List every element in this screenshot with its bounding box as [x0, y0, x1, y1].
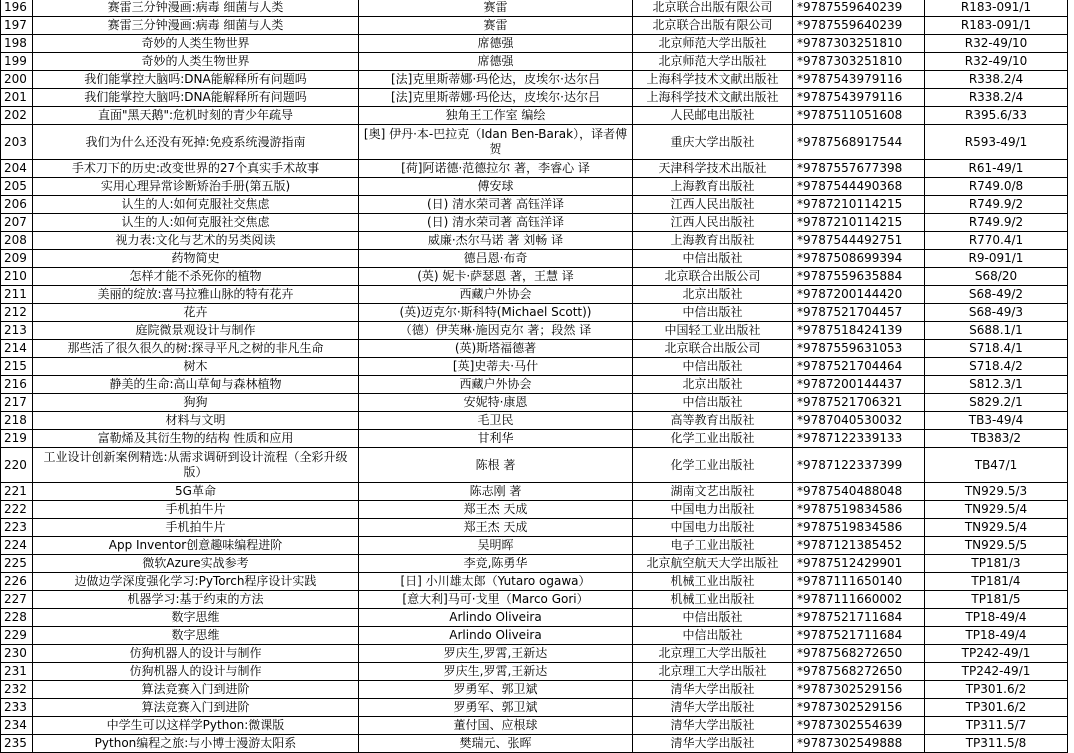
- book-title: 药物简史: [33, 250, 359, 268]
- book-publisher: 清华大学出版社: [633, 681, 793, 699]
- book-publisher: 北京联合出版有限公司: [633, 0, 793, 17]
- book-publisher: 人民邮电出版社: [633, 107, 793, 125]
- book-author: 陈志刚 著: [359, 483, 633, 501]
- table-row: [1, 17, 1068, 35]
- row-number: 216: [1, 376, 33, 394]
- row-number: 221: [1, 483, 33, 501]
- book-publisher: 江西人民出版社: [633, 196, 793, 214]
- table-row: [1, 699, 1068, 717]
- book-isbn: *9787521706321: [793, 394, 925, 412]
- book-publisher: 北京联合出版公司: [633, 340, 793, 358]
- book-publisher: 湖南文艺出版社: [633, 483, 793, 501]
- book-title: 那些活了很久很久的树:探寻平凡之树的非凡生命: [33, 340, 359, 358]
- book-author: 赛雷: [359, 17, 633, 35]
- book-publisher: 清华大学出版社: [633, 735, 793, 753]
- book-title: 赛雷三分钟漫画:病毒 细菌与人类: [33, 0, 359, 17]
- book-title: 认生的人:如何克服社交焦虑: [33, 214, 359, 232]
- book-publisher: 江西人民出版社: [633, 214, 793, 232]
- call-number: S68/20: [925, 268, 1068, 286]
- book-isbn: *9787518424139: [793, 322, 925, 340]
- call-number: TN929.5/3: [925, 483, 1068, 501]
- row-number: 223: [1, 519, 33, 537]
- table-row: [1, 107, 1068, 125]
- row-number: 225: [1, 555, 33, 573]
- call-number: TP242-49/1: [925, 663, 1068, 681]
- call-number: R749.9/2: [925, 214, 1068, 232]
- book-isbn: *9787302549888: [793, 735, 925, 753]
- call-number: TB383/2: [925, 430, 1068, 448]
- call-number: R770.4/1: [925, 232, 1068, 250]
- call-number: R338.2/4: [925, 71, 1068, 89]
- table-row: [1, 35, 1068, 53]
- row-number: 218: [1, 412, 33, 430]
- table-row: [1, 483, 1068, 501]
- row-number: 222: [1, 501, 33, 519]
- book-author: 傅安球: [359, 178, 633, 196]
- table-row: [1, 448, 1068, 483]
- book-isbn: *9787111660002: [793, 591, 925, 609]
- book-isbn: *9787559631053: [793, 340, 925, 358]
- book-title: 数字思维: [33, 609, 359, 627]
- book-title: 材料与文明: [33, 412, 359, 430]
- book-author: 陈根 著: [359, 448, 633, 483]
- book-publisher: 北京理工大学出版社: [633, 645, 793, 663]
- book-author: 罗勇军、郭卫斌: [359, 699, 633, 717]
- book-publisher: 清华大学出版社: [633, 699, 793, 717]
- row-number: 205: [1, 178, 33, 196]
- book-title: 静美的生命:高山草甸与森林植物: [33, 376, 359, 394]
- row-number: 231: [1, 663, 33, 681]
- book-isbn: *9787303251810: [793, 35, 925, 53]
- book-author: [荷]阿诺德·范德拉尔 著，李睿心 译: [359, 160, 633, 178]
- book-publisher: 机械工业出版社: [633, 573, 793, 591]
- book-publisher: 机械工业出版社: [633, 591, 793, 609]
- book-publisher: 中国电力出版社: [633, 501, 793, 519]
- row-number: 219: [1, 430, 33, 448]
- book-isbn: *9787543979116: [793, 71, 925, 89]
- book-title: 赛雷三分钟漫画:病毒 细菌与人类: [33, 17, 359, 35]
- book-isbn: *9787210114215: [793, 196, 925, 214]
- book-title: Python编程之旅:与小博士漫游太阳系: [33, 735, 359, 753]
- row-number: 232: [1, 681, 33, 699]
- table-row: [1, 645, 1068, 663]
- book-publisher: 上海教育出版社: [633, 232, 793, 250]
- book-author: Arlindo Oliveira: [359, 609, 633, 627]
- book-author: 樊瑞元、张晖: [359, 735, 633, 753]
- book-publisher: 中信出版社: [633, 358, 793, 376]
- call-number: S68-49/2: [925, 286, 1068, 304]
- row-number: 235: [1, 735, 33, 753]
- table-row: [1, 71, 1068, 89]
- book-author: 安妮特·康恩: [359, 394, 633, 412]
- book-author: 罗庆生,罗霄,王新达: [359, 663, 633, 681]
- table-row: [1, 519, 1068, 537]
- book-author: 赛雷: [359, 0, 633, 17]
- row-number: 207: [1, 214, 33, 232]
- book-title: 数字思维: [33, 627, 359, 645]
- book-title: 花卉: [33, 304, 359, 322]
- row-number: 233: [1, 699, 33, 717]
- book-publisher: 电子工业出版社: [633, 537, 793, 555]
- table-row: [1, 286, 1068, 304]
- book-publisher: 清华大学出版社: [633, 717, 793, 735]
- book-isbn: *9787210114215: [793, 214, 925, 232]
- table-row: [1, 609, 1068, 627]
- row-number: 227: [1, 591, 33, 609]
- book-title: 美丽的绽放:喜马拉雅山脉的特有花卉: [33, 286, 359, 304]
- book-title: 狗狗: [33, 394, 359, 412]
- book-author: 郑王杰 天成: [359, 519, 633, 537]
- table-row: [1, 304, 1068, 322]
- book-publisher: 上海教育出版社: [633, 178, 793, 196]
- call-number: R593-49/1: [925, 125, 1068, 160]
- book-title: 奇妙的人类生物世界: [33, 53, 359, 71]
- call-number: R183-091/1: [925, 0, 1068, 17]
- table-row: [1, 394, 1068, 412]
- book-publisher: 天津科学技术出版社: [633, 160, 793, 178]
- call-number: TP181/5: [925, 591, 1068, 609]
- book-author: 罗勇军、郭卫斌: [359, 681, 633, 699]
- book-author: 董付国、应根球: [359, 717, 633, 735]
- call-number: TB3-49/4: [925, 412, 1068, 430]
- table-row: [1, 178, 1068, 196]
- book-publisher: 北京联合出版有限公司: [633, 17, 793, 35]
- call-number: S718.4/2: [925, 358, 1068, 376]
- call-number: S812.3/1: [925, 376, 1068, 394]
- book-isbn: *9787122337399: [793, 448, 925, 483]
- book-publisher: 化学工业出版社: [633, 448, 793, 483]
- call-number: S829.2/1: [925, 394, 1068, 412]
- table-row: [1, 125, 1068, 160]
- table-row: [1, 573, 1068, 591]
- book-isbn: *9787540488048: [793, 483, 925, 501]
- book-publisher: 中国轻工业出版社: [633, 322, 793, 340]
- book-author: 郑王杰 天成: [359, 501, 633, 519]
- book-publisher: 北京出版社: [633, 376, 793, 394]
- table-body: [1, 0, 1068, 753]
- book-publisher: 中信出版社: [633, 394, 793, 412]
- call-number: TP181/3: [925, 555, 1068, 573]
- table-row: [1, 250, 1068, 268]
- book-author: Arlindo Oliveira: [359, 627, 633, 645]
- book-author: （德）伊芙琳·施因克尔 著；段然 译: [359, 322, 633, 340]
- book-publisher: 中信出版社: [633, 609, 793, 627]
- table-row: [1, 627, 1068, 645]
- book-publisher: 中信出版社: [633, 250, 793, 268]
- book-isbn: *9787200144437: [793, 376, 925, 394]
- call-number: TN929.5/4: [925, 501, 1068, 519]
- book-author: [意大利]马可·戈里（Marco Gori）: [359, 591, 633, 609]
- book-title: 富勒烯及其衍生物的结构 性质和应用: [33, 430, 359, 448]
- book-isbn: *9787568917544: [793, 125, 925, 160]
- table-row: [1, 53, 1068, 71]
- row-number: 234: [1, 717, 33, 735]
- book-isbn: *9787559640239: [793, 0, 925, 17]
- book-title: 算法竞赛入门到进阶: [33, 681, 359, 699]
- book-title: 我们为什么还没有死掉:免疫系统漫游指南: [33, 125, 359, 160]
- book-author: [法]克里斯蒂娜·玛伦达，皮埃尔·达尔吕: [359, 71, 633, 89]
- book-author: 毛卫民: [359, 412, 633, 430]
- row-number: 210: [1, 268, 33, 286]
- table-row: [1, 268, 1068, 286]
- book-author: 席德强: [359, 35, 633, 53]
- book-title: 怎样才能不杀死你的植物: [33, 268, 359, 286]
- book-title: 我们能掌控大脑吗:DNA能解释所有问题吗: [33, 71, 359, 89]
- call-number: TN929.5/5: [925, 537, 1068, 555]
- call-number: R61-49/1: [925, 160, 1068, 178]
- call-number: R395.6/33: [925, 107, 1068, 125]
- book-isbn: *9787559635884: [793, 268, 925, 286]
- book-title: 手机拍牛片: [33, 501, 359, 519]
- row-number: 214: [1, 340, 33, 358]
- book-publisher: 北京航空航天大学出版社: [633, 555, 793, 573]
- row-number: 196: [1, 0, 33, 17]
- book-publisher: 中信出版社: [633, 627, 793, 645]
- book-publisher: 北京师范大学出版社: [633, 53, 793, 71]
- row-number: 211: [1, 286, 33, 304]
- book-isbn: *9787559640239: [793, 17, 925, 35]
- book-publisher: 北京理工大学出版社: [633, 663, 793, 681]
- book-publisher: 上海科学技术文献出版社: [633, 89, 793, 107]
- call-number: R749.0/8: [925, 178, 1068, 196]
- book-publisher: 重庆大学出版社: [633, 125, 793, 160]
- row-number: 212: [1, 304, 33, 322]
- book-publisher: 高等教育出版社: [633, 412, 793, 430]
- book-title: App Inventor创意趣味编程进阶: [33, 537, 359, 555]
- row-number: 204: [1, 160, 33, 178]
- row-number: 201: [1, 89, 33, 107]
- book-author: 西藏户外协会: [359, 376, 633, 394]
- row-number: 217: [1, 394, 33, 412]
- book-title: 工业设计创新案例精选:从需求调研到设计流程（全彩升级版）: [33, 448, 359, 483]
- call-number: TB47/1: [925, 448, 1068, 483]
- book-isbn: *9787122339133: [793, 430, 925, 448]
- book-isbn: *9787302529156: [793, 681, 925, 699]
- book-publisher: 北京师范大学出版社: [633, 35, 793, 53]
- book-title: 树木: [33, 358, 359, 376]
- book-isbn: *9787303251810: [793, 53, 925, 71]
- table-row: [1, 663, 1068, 681]
- table-row: [1, 322, 1068, 340]
- book-author: 威廉·杰尔马诺 著 刘畅 译: [359, 232, 633, 250]
- book-author: 独角王工作室 编绘: [359, 107, 633, 125]
- call-number: TP311.5/8: [925, 735, 1068, 753]
- table-row: [1, 232, 1068, 250]
- call-number: R338.2/4: [925, 89, 1068, 107]
- book-isbn: *9787544492751: [793, 232, 925, 250]
- book-publisher: 北京出版社: [633, 286, 793, 304]
- row-number: 226: [1, 573, 33, 591]
- table-row: [1, 412, 1068, 430]
- call-number: TP18-49/4: [925, 627, 1068, 645]
- book-title: 实用心理异常诊断矫治手册(第五版): [33, 178, 359, 196]
- book-title: 微软Azure实战参考: [33, 555, 359, 573]
- table-row: [1, 555, 1068, 573]
- call-number: R32-49/10: [925, 35, 1068, 53]
- book-isbn: *9787200144420: [793, 286, 925, 304]
- row-number: 198: [1, 35, 33, 53]
- row-number: 200: [1, 71, 33, 89]
- book-author: 西藏户外协会: [359, 286, 633, 304]
- call-number: R183-091/1: [925, 17, 1068, 35]
- table-row: [1, 89, 1068, 107]
- row-number: 206: [1, 196, 33, 214]
- book-author: 李竞,陈勇华: [359, 555, 633, 573]
- book-author: [日] 小川雄太郎（Yutaro ogawa）: [359, 573, 633, 591]
- book-isbn: *9787521711684: [793, 609, 925, 627]
- book-title: 手机拍牛片: [33, 519, 359, 537]
- book-title: 庭院微景观设计与制作: [33, 322, 359, 340]
- book-isbn: *9787519834586: [793, 501, 925, 519]
- table-row: [1, 501, 1068, 519]
- book-title: 中学生可以这样学Python:微课版: [33, 717, 359, 735]
- book-author: [英]史蒂夫·马什: [359, 358, 633, 376]
- table-row: [1, 340, 1068, 358]
- row-number: 220: [1, 448, 33, 483]
- book-title: 手术刀下的历史:改变世界的27个真实手术故事: [33, 160, 359, 178]
- book-publisher: 中信出版社: [633, 304, 793, 322]
- book-isbn: *9787302554639: [793, 717, 925, 735]
- book-title: 仿狗机器人的设计与制作: [33, 645, 359, 663]
- row-number: 203: [1, 125, 33, 160]
- book-author: (日) 清水荣司著 高钰洋译: [359, 196, 633, 214]
- book-isbn: *9787519834586: [793, 519, 925, 537]
- call-number: R749.9/2: [925, 196, 1068, 214]
- call-number: R32-49/10: [925, 53, 1068, 71]
- row-number: 228: [1, 609, 33, 627]
- row-number: 197: [1, 17, 33, 35]
- table-row: [1, 717, 1068, 735]
- table-row: [1, 681, 1068, 699]
- table-row: [1, 591, 1068, 609]
- book-title: 算法竞赛入门到进阶: [33, 699, 359, 717]
- row-number: 229: [1, 627, 33, 645]
- table-row: [1, 430, 1068, 448]
- book-isbn: *9787302529156: [793, 699, 925, 717]
- book-isbn: *9787111650140: [793, 573, 925, 591]
- book-isbn: *9787512429901: [793, 555, 925, 573]
- book-isbn: *9787511051608: [793, 107, 925, 125]
- book-author: (日) 清水荣司著 高钰洋译: [359, 214, 633, 232]
- book-isbn: *9787121385452: [793, 537, 925, 555]
- call-number: S718.4/1: [925, 340, 1068, 358]
- book-isbn: *9787568272650: [793, 663, 925, 681]
- book-isbn: *9787508699394: [793, 250, 925, 268]
- row-number: 213: [1, 322, 33, 340]
- row-number: 208: [1, 232, 33, 250]
- call-number: S688.1/1: [925, 322, 1068, 340]
- book-publisher: 中国电力出版社: [633, 519, 793, 537]
- row-number: 224: [1, 537, 33, 555]
- table-row: [1, 376, 1068, 394]
- book-isbn: *9787544490368: [793, 178, 925, 196]
- book-title: 5G革命: [33, 483, 359, 501]
- table-row: [1, 214, 1068, 232]
- table-row: [1, 537, 1068, 555]
- book-title: 认生的人:如何克服社交焦虑: [33, 196, 359, 214]
- table-row: [1, 196, 1068, 214]
- book-author: 吴明晖: [359, 537, 633, 555]
- table-row: [1, 0, 1068, 17]
- book-isbn: *9787521704457: [793, 304, 925, 322]
- row-number: 199: [1, 53, 33, 71]
- book-isbn: *9787521704464: [793, 358, 925, 376]
- book-author: 甘利华: [359, 430, 633, 448]
- call-number: TP181/4: [925, 573, 1068, 591]
- book-author: [奥] 伊丹·本-巴拉克（Idan Ben-Barak），译者傅贺: [359, 125, 633, 160]
- table-row: [1, 358, 1068, 376]
- book-publisher: 化学工业出版社: [633, 430, 793, 448]
- call-number: TN929.5/4: [925, 519, 1068, 537]
- row-number: 230: [1, 645, 33, 663]
- call-number: TP301.6/2: [925, 699, 1068, 717]
- call-number: S68-49/3: [925, 304, 1068, 322]
- call-number: TP301.6/2: [925, 681, 1068, 699]
- book-title: 仿狗机器人的设计与制作: [33, 663, 359, 681]
- book-title: 直面"黑天鹅":危机时刻的青少年疏导: [33, 107, 359, 125]
- book-author: 德吕恩·布奇: [359, 250, 633, 268]
- book-isbn: *9787040530032: [793, 412, 925, 430]
- call-number: TP311.5/7: [925, 717, 1068, 735]
- call-number: TP242-49/1: [925, 645, 1068, 663]
- call-number: TP18-49/4: [925, 609, 1068, 627]
- book-title: 奇妙的人类生物世界: [33, 35, 359, 53]
- call-number: R9-091/1: [925, 250, 1068, 268]
- book-author: (英) 妮卡·萨瑟恩 著，王慧 译: [359, 268, 633, 286]
- book-isbn: *9787557677398: [793, 160, 925, 178]
- row-number: 215: [1, 358, 33, 376]
- book-publisher: 上海科学技术文献出版社: [633, 71, 793, 89]
- book-author: 席德强: [359, 53, 633, 71]
- book-isbn: *9787543979116: [793, 89, 925, 107]
- book-author: [法]克里斯蒂娜·玛伦达，皮埃尔·达尔吕: [359, 89, 633, 107]
- book-author: (英)迈克尔·斯科特(Michael Scott)): [359, 304, 633, 322]
- row-number: 202: [1, 107, 33, 125]
- book-publisher: 北京联合出版公司: [633, 268, 793, 286]
- book-author: (英)斯塔福德著: [359, 340, 633, 358]
- book-title: 机器学习:基于约束的方法: [33, 591, 359, 609]
- row-number: 209: [1, 250, 33, 268]
- book-isbn: *9787521711684: [793, 627, 925, 645]
- book-title: 我们能掌控大脑吗:DNA能解释所有问题吗: [33, 89, 359, 107]
- book-title: 视力表:文化与艺术的另类阅读: [33, 232, 359, 250]
- book-title: 边做边学深度强化学习:PyTorch程序设计实践: [33, 573, 359, 591]
- book-isbn: *9787568272650: [793, 645, 925, 663]
- table-row: [1, 160, 1068, 178]
- book-author: 罗庆生,罗霄,王新达: [359, 645, 633, 663]
